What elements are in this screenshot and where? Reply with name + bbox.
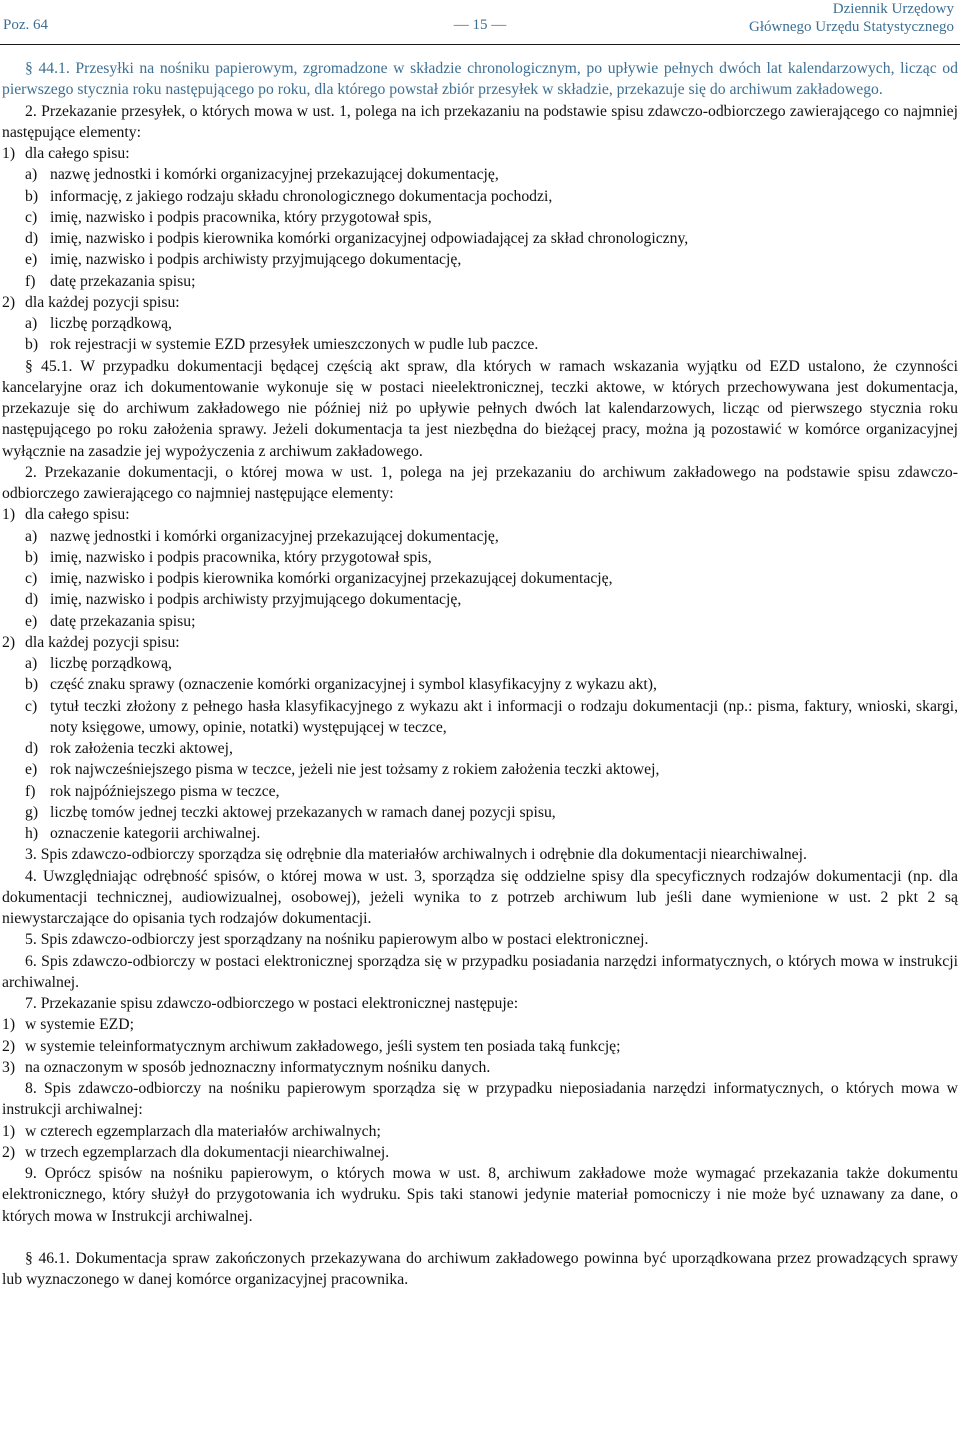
s45-para8-list bbox=[2, 1121, 958, 1164]
s45-para7-item-marker: 1) bbox=[2, 1016, 16, 1034]
s45-para5: 5. Spis zdawczo-odbiorczy jest sporządzany na nośniku papierowym albo w postaci elektronicznej. bbox=[25, 931, 649, 949]
s45-point2-item bbox=[2, 696, 958, 739]
s44-point2-item bbox=[2, 313, 958, 334]
s45-para7-list bbox=[2, 1014, 958, 1078]
position-number: Poz. 64 bbox=[3, 17, 48, 33]
s44-para2: 2. Przekazanie przesyłek, o których mowa w ust. 1, polega na ich przekazaniu na podstawie spisu zdawczo-odbiorczego zawierającego co najmniej następujące elementy: bbox=[2, 102, 958, 141]
s45-point1-item bbox=[2, 611, 958, 632]
s45-point2-item-marker: g) bbox=[25, 803, 39, 821]
s45-para8-item-marker: 2) bbox=[2, 1143, 16, 1161]
s45-para8-item bbox=[2, 1142, 958, 1163]
s45-para8-item-text: w trzech egzemplarzach dla dokumentacji niearchiwalnej. bbox=[25, 1143, 390, 1161]
s44-point1-item bbox=[2, 228, 958, 249]
s44-point2-item-marker: b) bbox=[25, 336, 39, 354]
s45-para3: 3. Spis zdawczo-odbiorczy sporządza się odrębnie dla materiałów archiwalnych i odrębnie dla dokumentacji niearchiwalnej. bbox=[25, 846, 807, 864]
s45-para7-item-marker: 2) bbox=[2, 1037, 16, 1055]
header-rule bbox=[0, 44, 960, 45]
s44-point1-item bbox=[2, 164, 958, 185]
s45-para7-item-text: w systemie EZD; bbox=[25, 1016, 134, 1034]
s45-para7-item-marker: 3) bbox=[2, 1058, 16, 1076]
s45-point2-item bbox=[2, 759, 958, 780]
s44-point2 bbox=[2, 292, 958, 313]
s44-point1-item-text: informację, z jakiego rodzaju składu chronologicznego dokumentacja pochodzi, bbox=[50, 187, 553, 205]
s45-point2-item-marker: e) bbox=[25, 761, 38, 779]
s45-point2-item-marker: h) bbox=[25, 825, 39, 842]
s44-point1 bbox=[2, 143, 958, 164]
s44-point2-item-text: liczbę porządkową, bbox=[50, 315, 172, 332]
s44-point1-item-marker: e) bbox=[25, 251, 38, 269]
s45-point2-item bbox=[2, 781, 958, 802]
document-body bbox=[0, 58, 960, 1290]
s45-point2-item-text: tytuł teczki złożony z pełnego hasła klasyfikacyjnego z wykazu akt i informacji o rodzaju dokumentacji (np.: pisma, faktury, wnioski, skargi, noty księgowe, umowy, opinie, notatki) występującej w teczce, bbox=[50, 697, 958, 736]
s45-para1: § 45.1. W przypadku dokumentacji będącej częścią akt spraw, dla których w ramach wskazania wyjątku od EZD ustalono, że czynności kancelaryjne oraz ich dokumentowanie wykonuje się w postaci nieelektronicznej, teczki aktowe, w których przechowywana jest dokumentacja, przekazuje się do archiwum zakładowego nie później niż po upływie pełnych dwóch lat kalendarzowych, licząc od pierwszego stycznia roku następującego po roku założenia sprawy. Jeżeli dokumentacja ta jest niezbędna do bieżącej pracy, można ją pozostawić w komórce organizacyjnej wyłącznie na zasadzie jej wypożyczenia z archiwum zakładowego. bbox=[2, 357, 958, 460]
s44-point1-item bbox=[2, 249, 958, 270]
s45-point1-item bbox=[2, 526, 958, 547]
s44-point2-item-text: rok rejestracji w systemie EZD przesyłek umieszczonych w pudle lub paczce. bbox=[50, 336, 539, 354]
s46-para1: § 46.1. Dokumentacja spraw zakończonych przekazywana do archiwum zakładowego powinna być uporządkowana przez prowadzących sprawy lub wyznaczonego w danej komórce organizacyjnej pracownika. bbox=[2, 1249, 958, 1288]
s45-point2-text: dla każdej pozycji spisu: bbox=[25, 633, 180, 651]
s45-point1-marker: 1) bbox=[2, 506, 16, 524]
journal-title bbox=[749, 0, 954, 36]
s44-point1-item bbox=[2, 271, 958, 292]
s45-point1-list bbox=[2, 526, 958, 632]
page-header bbox=[0, 0, 960, 58]
s45-para4: 4. Uwzględniając odrębność spisów, o której mowa w ust. 3, sporządza się oddzielne spisy dla specyficznych rodzajów dokumentacji (np. dla dokumentacji technicznej, audiowizualnej, osobowej), jeżeli wynika to z potrzeb archiwum lub jeśli dane wymienione w ust. 2 pkt 2 są niewystarczające do opisania tych rodzajów dokumentacji. bbox=[2, 867, 958, 927]
s45-point2-item-marker: f) bbox=[25, 782, 36, 800]
s44-point1-item-text: datę przekazania spisu; bbox=[50, 272, 196, 290]
s45-point1-item-marker: b) bbox=[25, 548, 39, 566]
s44-point2-text: dla każdej pozycji spisu: bbox=[25, 293, 180, 311]
s45-para7-item-text: w systemie teleinformatycznym archiwum zakładowego, jeśli system ten posiada taką funkcję; bbox=[25, 1037, 621, 1055]
s45-para7: 7. Przekazanie spisu zdawczo-odbiorczego w postaci elektronicznej następuje: bbox=[25, 995, 519, 1012]
s45-point2 bbox=[2, 632, 958, 653]
s45-point2-item bbox=[2, 802, 958, 823]
s45-point2-item-marker: d) bbox=[25, 740, 39, 757]
s45-para7-item-text: na oznaczonym w sposób jednoznaczny informatycznym nośniku danych. bbox=[25, 1058, 491, 1076]
s45-point2-item-text: oznaczenie kategorii archiwalnej. bbox=[50, 825, 261, 842]
s45-point2-item-marker: b) bbox=[25, 676, 39, 694]
s45-point2-item-text: liczbę tomów jednej teczki aktowej przekazanych w ramach danej pozycji spisu, bbox=[50, 803, 556, 821]
s44-point1-item-marker: d) bbox=[25, 230, 39, 247]
s45-point1-item-marker: a) bbox=[25, 527, 38, 545]
s45-point1-item-text: datę przekazania spisu; bbox=[50, 612, 196, 630]
s45-point2-list bbox=[2, 653, 958, 844]
s45-point1-item-text: imię, nazwisko i podpis archiwisty przyjmującego dokumentację, bbox=[50, 591, 462, 609]
s45-para7-item bbox=[2, 1014, 958, 1035]
s44-point1-item-text: imię, nazwisko i podpis archiwisty przyjmującego dokumentację, bbox=[50, 251, 462, 269]
s45-point2-item-text: część znaku sprawy (oznaczenie komórki organizacyjnej i symbol klasyfikacyjny z wykazu akt), bbox=[50, 676, 657, 694]
s45-point1-item-marker: e) bbox=[25, 612, 38, 630]
s45-para8-item bbox=[2, 1121, 958, 1142]
s45-point1-item bbox=[2, 589, 958, 610]
s44-point1-item-marker: a) bbox=[25, 166, 38, 184]
s45-point2-marker: 2) bbox=[2, 633, 16, 651]
s45-point1-item bbox=[2, 547, 958, 568]
s45-point2-item bbox=[2, 653, 958, 674]
s45-point1-item-text: imię, nazwisko i podpis kierownika komórki organizacyjnej przekazującej dokumentację, bbox=[50, 570, 613, 587]
s44-point1-item-text: nazwę jednostki i komórki organizacyjnej przekazującej dokumentację, bbox=[50, 166, 499, 184]
s45-point2-item-marker: c) bbox=[25, 697, 38, 715]
s44-point1-item bbox=[2, 186, 958, 207]
s45-point1-item-text: imię, nazwisko i podpis pracownika, który przygotował spis, bbox=[50, 548, 432, 566]
s45-point2-item bbox=[2, 738, 958, 759]
journal-title-line1: Dziennik Urzędowy bbox=[832, 1, 954, 17]
s45-point1-item bbox=[2, 568, 958, 589]
s44-point1-item-marker: c) bbox=[25, 208, 38, 226]
s45-para9: 9. Oprócz spisów na nośniku papierowym, o których mowa w ust. 8, archiwum zakładowe może wymagać przekazania także dokumentu elektronicznego, który służył do przygotowania ich wydruku. Spis taki stanowi jedynie materiał pomocniczy i nie może być uznawany za dane, o których mowa w Instrukcji archiwalnej. bbox=[2, 1165, 958, 1225]
s45-point1-item-text: nazwę jednostki i komórki organizacyjnej przekazującej dokumentację, bbox=[50, 527, 499, 545]
s45-point2-item-text: rok założenia teczki aktowej, bbox=[50, 740, 233, 757]
s44-point1-list bbox=[2, 164, 958, 292]
s45-para7-item bbox=[2, 1057, 958, 1078]
s45-point1-item-marker: d) bbox=[25, 591, 39, 609]
s44-point1-item-text: imię, nazwisko i podpis pracownika, który przygotował spis, bbox=[50, 208, 432, 226]
s44-para1: § 44.1. Przesyłki na nośniku papierowym, zgromadzone w składzie chronologicznym, po upływie pełnych dwóch lat kalendarzowych, licząc od pierwszego stycznia roku następującego po roku, dla którego powstał zbiór przesyłek w składzie, przekazuje się do archiwum zakładowego. bbox=[2, 60, 958, 99]
s45-point2-item-marker: a) bbox=[25, 655, 38, 672]
s45-point1 bbox=[2, 504, 958, 525]
s45-point2-item-text: liczbę porządkową, bbox=[50, 655, 172, 672]
s45-point2-item-text: rok najwcześniejszego pisma w teczce, jeżeli nie jest tożsamy z rokiem założenia teczki aktowej, bbox=[50, 761, 660, 779]
s45-para6: 6. Spis zdawczo-odbiorczy w postaci elektronicznej sporządza się w przypadku posiadania narzędzi informatycznych, o których mowa w instrukcji archiwalnej. bbox=[2, 952, 958, 991]
s45-para7-item bbox=[2, 1036, 958, 1057]
s44-point2-list bbox=[2, 313, 958, 356]
s45-point1-text: dla całego spisu: bbox=[25, 506, 130, 524]
s44-point1-marker: 1) bbox=[2, 145, 16, 162]
s45-para8-item-marker: 1) bbox=[2, 1122, 16, 1140]
s44-point2-item-marker: a) bbox=[25, 315, 38, 332]
s45-para8-item-text: w czterech egzemplarzach dla materiałów archiwalnych; bbox=[25, 1122, 381, 1140]
s45-point2-item-text: rok najpóźniejszego pisma w teczce, bbox=[50, 782, 280, 800]
s44-point2-marker: 2) bbox=[2, 293, 16, 311]
s44-point1-item bbox=[2, 207, 958, 228]
s45-para2: 2. Przekazanie dokumentacji, o której mowa w ust. 1, polega na jej przekazaniu do archiwum zakładowego na podstawie spisu zdawczo-odbiorczego zawierającego co najmniej następujące elementy: bbox=[2, 463, 958, 502]
section-gap bbox=[2, 1227, 958, 1248]
s45-point2-item bbox=[2, 823, 958, 844]
s44-point1-item-marker: f) bbox=[25, 272, 36, 290]
s45-para8: 8. Spis zdawczo-odbiorczy na nośniku papierowym sporządza się w przypadku nieposiadania narzędzi informatycznych, o których mowa w instrukcji archiwalnej: bbox=[2, 1080, 958, 1119]
s44-point1-text: dla całego spisu: bbox=[25, 145, 130, 162]
journal-title-line2: Głównego Urzędu Statystycznego bbox=[749, 19, 954, 35]
s45-point1-item-marker: c) bbox=[25, 570, 38, 587]
page-number: — 15 — bbox=[453, 17, 507, 33]
s45-point2-item bbox=[2, 674, 958, 695]
s44-point1-item-marker: b) bbox=[25, 187, 39, 205]
s44-point1-item-text: imię, nazwisko i podpis kierownika komórki organizacyjnej odpowiadającej za skład chronologiczny, bbox=[50, 230, 689, 247]
s44-point2-item bbox=[2, 334, 958, 355]
